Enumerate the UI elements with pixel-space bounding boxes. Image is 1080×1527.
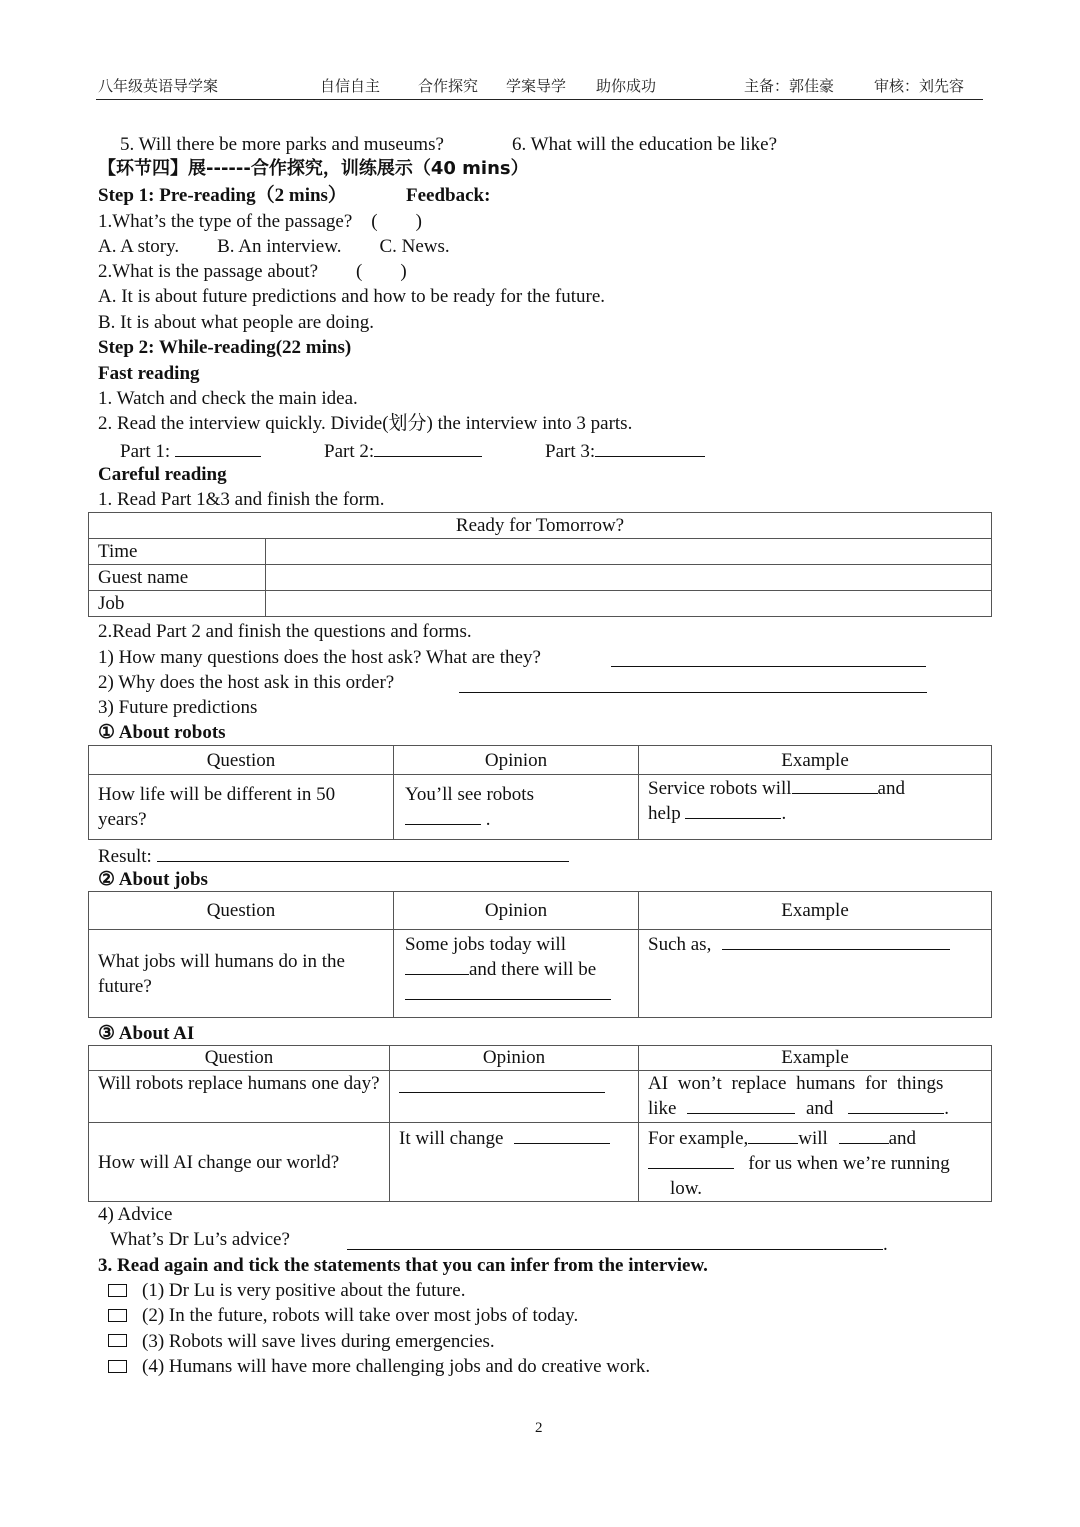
advice-question: What’s Dr Lu’s advice? <box>110 1229 290 1250</box>
robots-table <box>88 745 992 840</box>
robots-example-a: Service robots will <box>648 778 792 799</box>
robots-result[interactable] <box>98 845 569 866</box>
form-job-input[interactable] <box>266 591 992 617</box>
robots-example-cell <box>639 775 992 840</box>
part2-q1-blank[interactable] <box>611 650 926 667</box>
robots-opinion: You’ll see robots <box>405 784 534 805</box>
robots-example-b: and <box>877 778 905 799</box>
header-reviewer: 审核：刘先容 <box>874 79 965 95</box>
robots-opinion-cell <box>394 775 639 840</box>
ai-header-opinion: Opinion <box>390 1046 639 1071</box>
statement-2-checkbox[interactable] <box>108 1309 127 1322</box>
ai-op2-cell <box>390 1123 639 1202</box>
intro-q6: 6. What will the education be like? <box>512 134 778 155</box>
ai-ex1-cell <box>639 1071 992 1123</box>
jobs-header-question: Question <box>89 892 394 930</box>
statement-3: (3) Robots will save lives during emergencies. <box>142 1331 495 1352</box>
statement-4-checkbox[interactable] <box>108 1360 127 1373</box>
fast-reading-title: Fast reading <box>98 363 200 384</box>
ai-op1-blank[interactable] <box>399 1076 605 1093</box>
step1-q1: 1.What’s the type of the passage? ( ) <box>98 211 422 232</box>
advice-field[interactable] <box>347 1233 888 1254</box>
jobs-question: What jobs will humans do in the future? <box>89 930 394 1018</box>
ai-op2: It will change <box>399 1128 504 1149</box>
robots-opinion-blank[interactable] <box>405 808 481 825</box>
feedback-label: Feedback: <box>406 185 491 206</box>
ai-ex1-b: like <box>648 1098 677 1119</box>
ai-q2: How will AI change our world? <box>89 1123 390 1202</box>
part2-intro: 2.Read Part 2 and finish the questions and forms. <box>98 621 472 642</box>
statement-3-checkbox[interactable] <box>108 1334 127 1347</box>
part2-field[interactable] <box>324 440 482 461</box>
form-guest-input[interactable] <box>266 565 992 591</box>
statement-2: (2) In the future, robots will take over most jobs of today. <box>142 1305 579 1326</box>
statement-4: (4) Humans will have more challenging jobs and do creative work. <box>142 1356 651 1377</box>
step2-title: Step 2: While-reading(22 mins) <box>98 337 352 358</box>
part3-field[interactable] <box>545 440 705 461</box>
jobs-title: ② About jobs <box>98 869 208 890</box>
part1-blank[interactable] <box>175 440 261 457</box>
jobs-header-opinion: Opinion <box>394 892 639 930</box>
fast-reading-2: 2. Read the interview quickly. Divide(划分) the interview into 3 parts. <box>98 413 633 434</box>
ai-ex2-blank-1[interactable] <box>748 1127 798 1144</box>
header-rule <box>96 99 983 100</box>
ai-header-question: Question <box>89 1046 390 1071</box>
ai-ex2-c: and <box>888 1128 917 1149</box>
advice-blank[interactable] <box>347 1233 883 1250</box>
ai-ex2-cell <box>639 1123 992 1202</box>
ai-ex2-d: for us when we’re running <box>748 1153 950 1174</box>
careful-reading-title: Careful reading <box>98 464 227 485</box>
robots-header-example: Example <box>639 746 992 775</box>
header-author: 主备：郭佳豪 <box>744 79 835 95</box>
ai-ex1-blank-2[interactable] <box>848 1097 944 1114</box>
jobs-header-example: Example <box>639 892 992 930</box>
part2-q2: 2) Why does the host ask in this order? <box>98 672 395 693</box>
ai-ex1-d: . <box>944 1098 949 1119</box>
header-slogan-3: 学案导学 <box>506 79 567 95</box>
robots-header-opinion: Opinion <box>394 746 639 775</box>
jobs-example-blank[interactable] <box>722 933 950 950</box>
ai-ex2-a: For example, <box>648 1128 749 1149</box>
ai-ex2-blank-2[interactable] <box>839 1127 889 1144</box>
ready-form-table <box>88 512 992 617</box>
fast-reading-1: 1. Watch and check the main idea. <box>98 388 358 409</box>
header-slogan-2: 合作探究 <box>418 79 479 95</box>
page-number: 2 <box>535 1420 543 1436</box>
careful-reading-1: 1. Read Part 1&3 and finish the form. <box>98 489 385 510</box>
form-row-job: Job <box>89 591 266 617</box>
step1-q1-options: A. A story. B. An interview. C. News. <box>98 236 450 257</box>
statement-1: (1) Dr Lu is very positive about the future. <box>142 1280 466 1301</box>
robots-opinion-end: . <box>485 809 491 830</box>
robots-header-question: Question <box>89 746 394 775</box>
advice-title <box>98 1205 172 1224</box>
robots-example-blank-2[interactable] <box>685 802 781 819</box>
ai-ex1-c: and <box>806 1098 834 1119</box>
jobs-example: Such as, <box>648 934 712 955</box>
part2-q3: 3) Future predictions <box>98 697 258 718</box>
step1-q2-a: A. It is about future predictions and how to be ready for the future. <box>98 286 606 307</box>
form-row-guest: Guest name <box>89 565 266 591</box>
section4-title: 【环节四】展------合作探究，训练展示（40 mins） <box>98 158 529 179</box>
jobs-opinion-a: Some jobs today will <box>405 934 566 955</box>
advice-end: . <box>883 1234 888 1255</box>
ai-op2-blank[interactable] <box>514 1127 610 1144</box>
part2-blank[interactable] <box>374 440 482 457</box>
ai-title: ③ About AI <box>98 1023 195 1044</box>
step1-q2: 2.What is the passage about? ( ) <box>98 261 407 282</box>
robots-title: ① About robots <box>98 722 226 743</box>
jobs-opinion-blank-1[interactable] <box>405 958 469 975</box>
robots-example-blank-1[interactable] <box>792 777 878 794</box>
part3-label: Part 3: <box>545 441 596 462</box>
ai-ex2-blank-3[interactable] <box>648 1152 734 1169</box>
ai-header-example: Example <box>639 1046 992 1071</box>
part2-label: Part 2: <box>324 441 375 462</box>
statement-1-checkbox[interactable] <box>108 1284 127 1297</box>
jobs-example-cell <box>639 930 992 1018</box>
ai-q1: Will robots replace humans one day? <box>89 1071 390 1123</box>
robots-result-label: Result: <box>98 846 152 867</box>
header-course-title: 八年级英语导学案 <box>98 79 219 95</box>
part1-field[interactable] <box>120 440 261 461</box>
step1-q2-b: B. It is about what people are doing. <box>98 312 374 333</box>
form-row-time: Time <box>89 539 266 565</box>
part1-label: Part 1: <box>120 441 171 462</box>
jobs-opinion-blank-2[interactable] <box>405 983 611 1000</box>
step1-title: Step 1: Pre-reading（2 mins） <box>98 185 347 206</box>
ai-op1-cell <box>390 1071 639 1123</box>
jobs-table <box>88 891 992 1018</box>
part2-q2-blank[interactable] <box>459 676 927 693</box>
header-slogan-4: 助你成功 <box>596 79 657 95</box>
robots-result-blank[interactable] <box>157 845 569 862</box>
ai-ex2-b: will <box>798 1128 828 1149</box>
ai-ex1-blank-1[interactable] <box>687 1097 795 1114</box>
ai-ex1-a: AI won’t replace humans for things <box>648 1073 944 1094</box>
intro-q5: 5. Will there be more parks and museums? <box>120 134 444 155</box>
part3-title: 3. Read again and tick the statements that you can infer from the interview. <box>98 1255 708 1276</box>
part3-blank[interactable] <box>595 440 705 457</box>
robots-question: How life will be different in 50 years? <box>89 775 394 840</box>
advice-title-text: 4) Advice <box>98 1204 173 1225</box>
part2-q1: 1) How many questions does the host ask? What are they? <box>98 647 541 668</box>
form-time-input[interactable] <box>266 539 992 565</box>
jobs-opinion-b: and there will be <box>469 959 597 980</box>
ai-ex2-e: low. <box>670 1178 703 1199</box>
ready-form-title: Ready for Tomorrow? <box>89 513 992 539</box>
ai-table <box>88 1045 992 1202</box>
robots-example-c: help <box>648 803 681 824</box>
jobs-opinion-cell <box>394 930 639 1018</box>
robots-example-d: . <box>781 803 787 824</box>
header-slogan-1: 自信自主 <box>320 79 381 95</box>
